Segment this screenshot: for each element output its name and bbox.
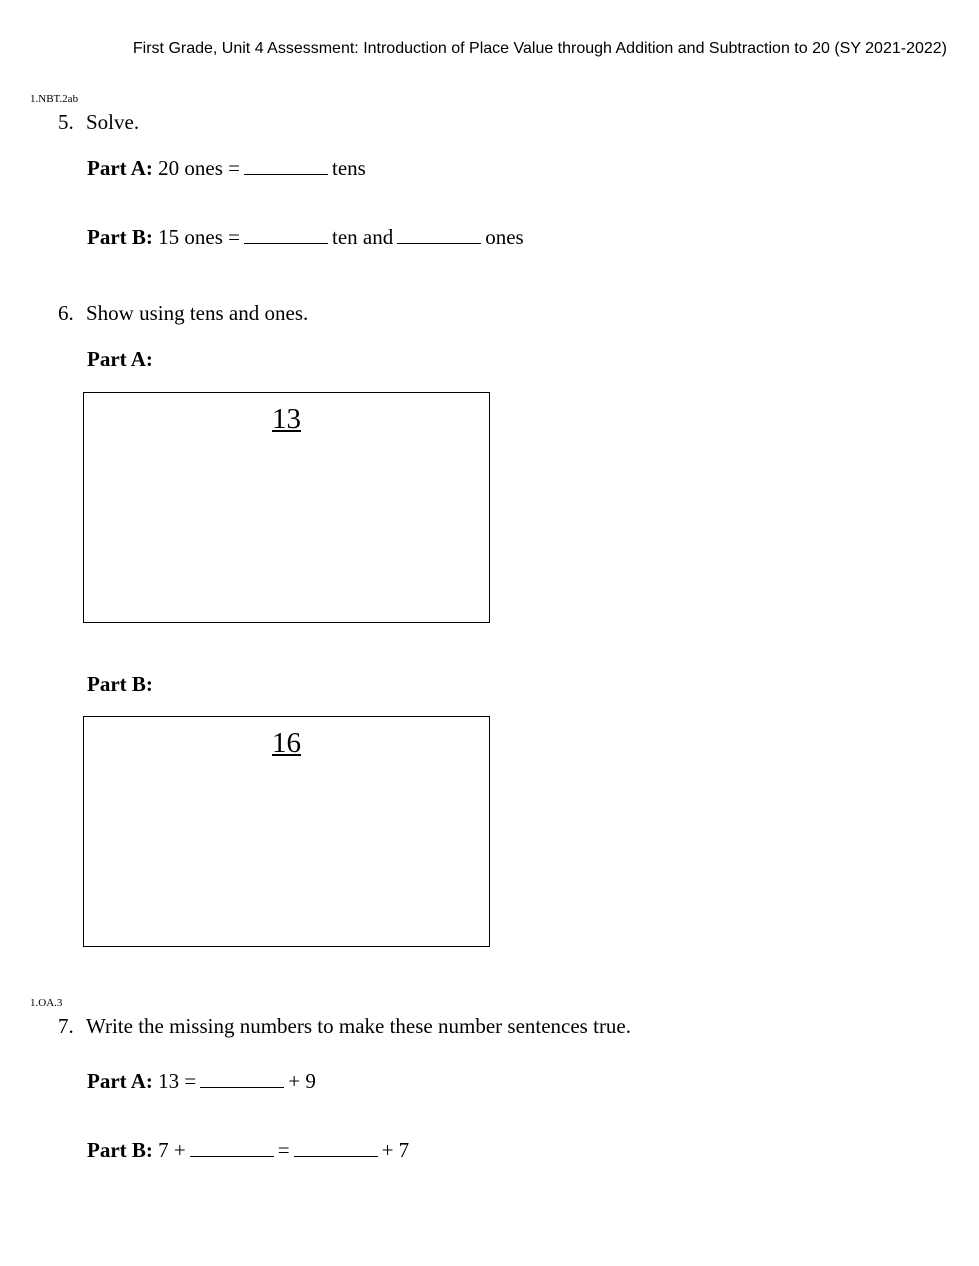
box-number: 16: [272, 727, 301, 759]
question-number: 7.: [58, 1014, 74, 1038]
part-label: Part B:: [87, 225, 153, 249]
equation-text: tens: [332, 156, 366, 180]
part-label: Part B:: [87, 1138, 153, 1162]
answer-box-16[interactable]: [83, 716, 490, 947]
equation-text: 13 =: [158, 1069, 197, 1093]
answer-blank[interactable]: [244, 157, 328, 175]
equation-text: ones: [485, 225, 524, 249]
equation-text: 20 ones =: [158, 156, 240, 180]
q5-part-b: [87, 225, 524, 250]
question-5: [58, 110, 139, 135]
part-label: Part A:: [87, 347, 153, 371]
answer-blank[interactable]: [397, 226, 481, 244]
question-6: [58, 301, 308, 326]
page-header: First Grade, Unit 4 Assessment: Introduction of Place Value through Addition and Subtraction to 20 (SY 2021-2022): [132, 40, 947, 57]
q5-part-a: [87, 156, 366, 181]
equation-text: =: [277, 1138, 290, 1162]
q6-part-b-label: [87, 672, 153, 697]
question-number: 6.: [58, 301, 74, 325]
answer-blank[interactable]: [190, 1139, 274, 1157]
answer-blank[interactable]: [244, 226, 328, 244]
q7-part-a: [87, 1069, 316, 1094]
q7-part-b: [87, 1138, 409, 1163]
box-number: 13: [272, 403, 301, 435]
standard-code: 1.NBT.2ab: [30, 93, 79, 105]
equation-text: 7 +: [158, 1138, 186, 1162]
part-label: Part A:: [87, 1069, 153, 1093]
part-label: Part A:: [87, 156, 153, 180]
standard-code: 1.OA.3: [30, 997, 63, 1009]
part-label: Part B:: [87, 672, 153, 696]
equation-text: ten and: [332, 225, 394, 249]
question-prompt: Solve.: [86, 110, 140, 134]
answer-blank[interactable]: [200, 1070, 284, 1088]
equation-text: 15 ones =: [158, 225, 240, 249]
answer-blank[interactable]: [294, 1139, 378, 1157]
question-prompt: Write the missing numbers to make these number sentences true.: [86, 1014, 632, 1038]
q6-part-a-label: [87, 347, 153, 372]
equation-text: + 9: [288, 1069, 316, 1093]
question-prompt: Show using tens and ones.: [86, 301, 309, 325]
question-number: 5.: [58, 110, 74, 134]
answer-box-13[interactable]: [83, 392, 490, 623]
equation-text: + 7: [381, 1138, 410, 1162]
question-7: [58, 1014, 631, 1039]
